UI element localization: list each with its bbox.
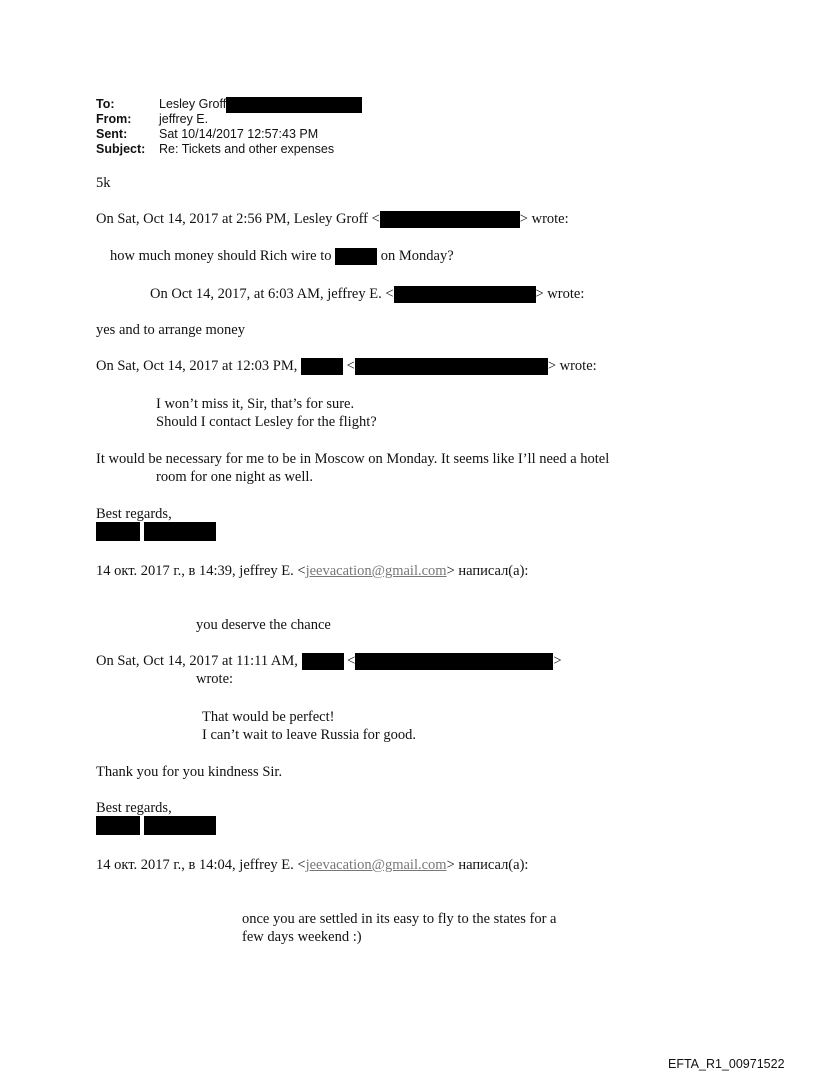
quote-header-2 [150,286,584,303]
email-link[interactable]: jeevacation@gmail.com [305,563,447,579]
quote-6-line-1: once you are settled in its easy to fly to the states for a [242,911,557,927]
quote-header-text: On Oct 14, 2017, at 6:03 AM, jeffrey E. < [150,286,394,302]
redaction-block [355,358,548,375]
header-subject-row [96,141,334,157]
quote-header-text: > написал(а): [446,857,529,873]
quote-3-line-2: Should I contact Lesley for the flight? [156,414,377,430]
quote-3-para-line-1: It would be necessary for me to be in Moscow on Monday. It seems like I’ll need a hotel [96,451,610,467]
signature-1: Best regards, [96,506,172,522]
redaction-block [144,816,216,835]
redaction-block [355,653,553,670]
quote-3-line-1: I won’t miss it, Sir, that’s for sure. [156,396,355,412]
redaction-block [302,653,344,670]
sent-value: Sat 10/14/2017 12:57:43 PM [159,127,319,141]
quote-header-text: > wrote: [535,286,585,302]
from-value: jeffrey E. [159,112,209,126]
quote-5-thanks: Thank you for you kindness Sir. [96,764,283,780]
message-text: how much money should Rich wire to [110,248,332,264]
header-from-row [96,111,208,127]
redaction-block [380,211,520,228]
quote-header-text: > [553,653,562,669]
reply-text: 5k [96,175,111,191]
quote-header-text: On Sat, Oct 14, 2017 at 11:11 AM, [96,653,298,669]
quote-header-text: 14 окт. 2017 г., в 14:04, jeffrey E. < [96,857,306,873]
quote-header-3 [96,358,597,375]
quote-header-text: < [346,358,355,374]
to-value: Lesley Groff [159,97,227,111]
quote-header-5 [96,653,562,670]
from-label: From: [96,112,132,126]
signature-2: Best regards, [96,800,172,816]
to-label: To: [96,97,115,111]
redaction-block [96,522,140,541]
quote-header-text: < [347,653,356,669]
quote-2-text: yes and to arrange money [96,322,245,338]
redaction-block [301,358,343,375]
email-link[interactable]: jeevacation@gmail.com [305,857,447,873]
subject-value: Re: Tickets and other expenses [159,142,335,156]
quote-3-para-line-2: room for one night as well. [156,469,314,485]
quote-4-text: you deserve the chance [196,617,331,633]
quote-header-1 [96,211,569,228]
quote-5-line-1: That would be perfect! [202,709,335,725]
quote-header-text: > wrote: [547,358,597,374]
message-text: on Monday? [380,248,454,264]
signature-1-redaction [96,522,216,541]
quote-header-text: 14 окт. 2017 г., в 14:39, jeffrey E. < [96,563,306,579]
redaction-block [96,816,140,835]
quote-header-6 [96,857,528,873]
redaction-block [335,248,377,265]
quote-header-text: > wrote: [519,211,569,227]
subject-label: Subject: [96,142,146,156]
redaction-block [144,522,216,541]
header-sent-row [96,126,318,142]
document-id: EFTA_R1_00971522 [668,1057,785,1071]
signature-2-redaction [96,816,216,835]
quote-header-text: > написал(а): [446,563,529,579]
quote-5-line-2: I can’t wait to leave Russia for good. [202,727,416,743]
redaction-block [394,286,536,303]
quote-header-text: On Sat, Oct 14, 2017 at 2:56 PM, Lesley Groff < [96,211,380,227]
quote-header-text: On Sat, Oct 14, 2017 at 12:03 PM, [96,358,298,374]
redaction-block [226,97,362,113]
quote-5-wrote: wrote: [196,671,234,687]
quote-header-4 [96,563,528,579]
quote-1-text [110,248,454,265]
sent-label: Sent: [96,127,128,141]
quote-6-line-2: few days weekend :) [242,929,362,945]
